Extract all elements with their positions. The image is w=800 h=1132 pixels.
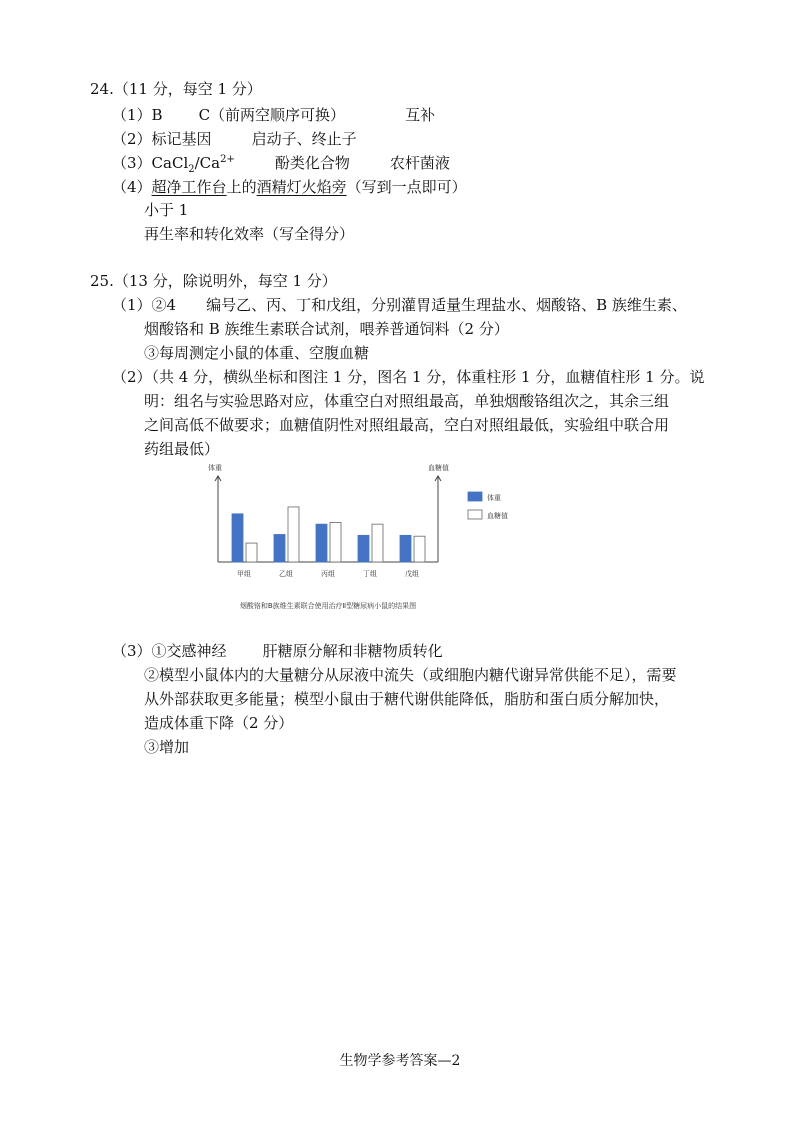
q25-3-line-2: ②模型小鼠体内的大量糖分从尿液中流失（或细胞内糖代谢异常供能不足），需要 (144, 666, 677, 684)
q24-line-6: 再生率和转化效率（写全得分） (144, 225, 355, 243)
bar-weight-2 (316, 524, 327, 562)
legend-label-0: 体重 (487, 494, 501, 502)
q25-3-line-1 (112, 640, 443, 662)
q24-1-answer-a: B (151, 106, 163, 124)
bar-weight-0 (232, 514, 243, 562)
q24-line-1 (112, 104, 435, 126)
q25-3-answer-b: 肝糖原分解和非糖物质转化 (262, 642, 443, 660)
q25-2-line-4: 药组最低） (144, 440, 220, 458)
q25-2-line-1: （2）（共 4 分，横纵坐标和图注 1 分，图名 1 分，体重柱形 1 分，血糖值柱形 1 分。说 (112, 368, 705, 386)
chart-title: 烟酸铬和B族维生素联合使用治疗Ⅱ型糖尿病小鼠的结果图 (239, 602, 417, 610)
y-axis-left-label: 体重 (208, 464, 222, 472)
bar-glucose-1 (288, 507, 299, 562)
q24-line-3 (112, 152, 450, 174)
bar-glucose-2 (330, 522, 341, 562)
page-footer: 生物学参考答案—2 (339, 1053, 461, 1069)
q24-4-underline-1: 超净工作台 (151, 178, 227, 196)
q25-1-line-3: ③每周测定小鼠的体重、空腹血糖 (144, 344, 370, 362)
q25-2-line-2: 明：组名与实验思路对应，体重空白对照组最高，单独烟酸铬组次之，其余三组 (144, 392, 670, 410)
q24-1-answer-c: 互补 (405, 106, 436, 124)
q24-4-text-1: 上的 (226, 178, 257, 196)
legend-swatch-0 (468, 492, 482, 501)
x-tick-label: 丙组 (321, 570, 335, 578)
q24-3-num: （3） (112, 154, 152, 172)
q24-2-num: （2） (112, 130, 152, 148)
bar-weight-4 (400, 535, 411, 562)
q25-1-line-1 (112, 294, 687, 316)
q24-2-answer-b: 启动子、终止子 (251, 130, 357, 148)
q25-3-line-4: 造成体重下降（2 分） (144, 714, 294, 732)
q25-2-line-3: 之间高低不做要求；血糖值阴性对照组最高，空白对照组最低，实验组中联合用 (144, 416, 670, 434)
q24-4-text-2: （写到一点即可） (346, 178, 467, 196)
legend-swatch-1 (468, 510, 482, 519)
q24-4-num: （4） (112, 178, 152, 196)
y-axis-right-label: 血糖值 (428, 464, 449, 472)
bar-glucose-4 (414, 536, 425, 562)
x-tick-label: 甲组 (237, 570, 251, 578)
q25-1-num: （1） (112, 296, 152, 314)
q25-3-answer-a: ①交感神经 (151, 642, 227, 660)
legend-label-1: 血糖值 (487, 512, 508, 520)
x-tick-label: 戊组 (405, 570, 419, 578)
q25-1-line-2: 烟酸铬和 B 族维生素联合试剂，喂养普通饲料（2 分） (144, 320, 509, 338)
q24-3-answer-a: $CaCl_2/Ca^{2+}$ (151, 154, 235, 175)
q25-title: 25.（13 分，除说明外，每空 1 分） (90, 272, 337, 290)
result-bar-chart (200, 462, 508, 612)
q24-4-underline-2: 酒精灯火焰旁 (256, 178, 347, 196)
bar-weight-3 (358, 535, 369, 562)
x-tick-label: 丁组 (363, 570, 377, 578)
q24-3-answer-c: 农杆菌液 (389, 154, 450, 172)
q25-3-line-5: ③增加 (144, 738, 190, 756)
x-tick-label: 乙组 (279, 570, 293, 578)
q24-title: 24.（11 分，每空 1 分） (90, 80, 262, 98)
q24-2-answer-a: 标记基因 (151, 130, 212, 148)
q24-line-4 (112, 176, 467, 198)
bar-weight-1 (274, 534, 285, 562)
q25-1-answer-a: ②4 (151, 296, 177, 314)
q24-3-answer-b: 酚类化合物 (274, 154, 350, 172)
q24-1-answer-b: C（前两空顺序可换） (198, 106, 346, 124)
q24-1-num: （1） (112, 106, 152, 124)
q25-3-num: （3） (112, 642, 152, 660)
bar-glucose-0 (246, 543, 257, 562)
bar-glucose-3 (372, 524, 383, 562)
q24-line-5: 小于 1 (144, 201, 189, 219)
q25-3-line-3: 从外部获取更多能量；模型小鼠由于糖代谢供能降低，脂肪和蛋白质分解加快， (144, 690, 670, 708)
q25-1-answer-b: 编号乙、丙、丁和戊组，分别灌胃适量生理盐水、烟酸铬、B 族维生素、 (206, 296, 687, 314)
q24-line-2 (112, 128, 357, 150)
